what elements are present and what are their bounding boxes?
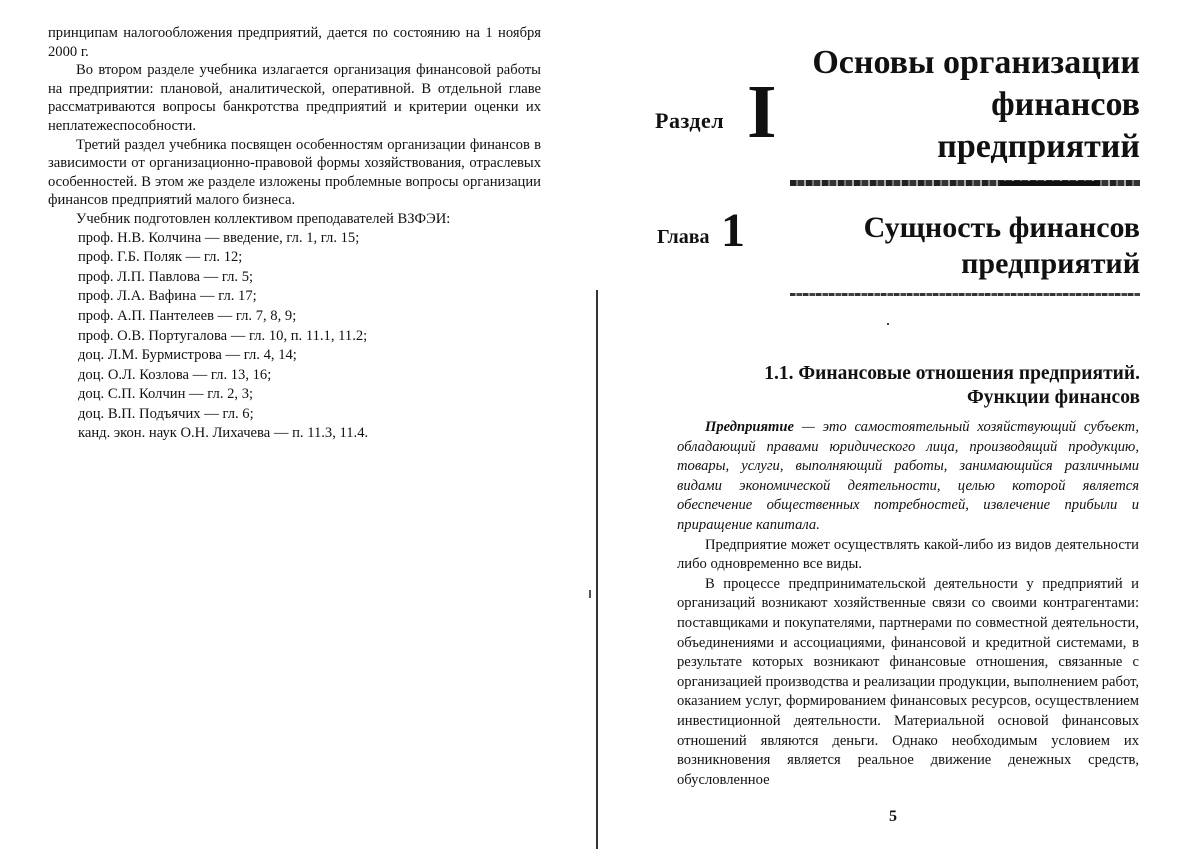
chapter-title: Сущность финансов предприятий xyxy=(863,211,1140,280)
paragraph: Третий раздел учебника посвящен особенностям организации финансов в зависимости от организационно-правовой формы хозяйствования, отраслевых особенностей. В этом же разделе изложены проблемные вопросы организации финансов предприятий малого бизнеса. xyxy=(48,136,541,209)
chapter-label: Глава xyxy=(657,226,710,248)
paragraph: В процессе предпринимательской деятельности у предприятий и организаций возникают хозяйственные связи со своими контрагентами: поставщиками и покупателями, партнерами по совместной деятельности, объединениями и ассоциациями, финансовой и кредитной системами, в результате которых возникают финансовые отношения, связанные с организацией производства и реализации продукции, выполнением работ, оказанием услуг, формированием финансовых ресурсов, осуществлением инвестиционной деятельности. Материальной основой финансовых отношений являются деньги. Однако необходимым условием их возникновения является реальное движение денежных средств, обусловленное xyxy=(677,575,1139,788)
definition-term: Предприятие xyxy=(705,419,794,435)
definition-paragraph xyxy=(677,418,1139,536)
right-page-text xyxy=(677,418,1139,790)
list-item: проф. Л.П. Павлова — гл. 5; xyxy=(78,268,254,285)
list-item: доц. В.П. Подъячих — гл. 6; xyxy=(78,405,254,422)
chapter-number: 1 xyxy=(721,204,745,257)
scan-artifact xyxy=(887,323,889,325)
authors-intro: Учебник подготовлен коллективом преподавателей ВЗФЭИ: xyxy=(76,210,451,227)
paragraph: Во втором разделе учебника излагается организация финансовой работы на предприятии: плановой, аналитической, оперативной. В отдельной главе рассматриваются вопросы банкротства предприятий и критерии оценки их неплатежеспособности. xyxy=(48,62,541,134)
section-title xyxy=(670,362,1140,410)
part-title: Основы организации финансов предприятий xyxy=(812,44,1140,165)
list-item: доц. С.П. Колчин — гл. 2, 3; xyxy=(78,386,254,403)
book-gutter xyxy=(596,290,598,849)
list-item: проф. Г.Б. Поляк — гл. 12; xyxy=(78,249,243,266)
list-item: доц. О.Л. Козлова — гл. 13, 16; xyxy=(78,366,272,383)
page-number: 5 xyxy=(889,808,897,825)
section-title-line: 1.1. Финансовые отношения предприятий. xyxy=(764,363,1140,384)
definition-text: — это самостоятельный хозяйствующий субъект, обладающий правами юридического лица, производящий продукцию, товары, услуги, выполняющий работы, занимающийся различными видами экономической деятельности, целью которой является обеспечение общественных потребностей, извлечение прибыли и приращение капитала. xyxy=(677,419,1139,533)
list-item: проф. Л.А. Вафина — гл. 17; xyxy=(78,288,257,305)
list-item: проф. О.В. Португалова — гл. 10, п. 11.1, 11.2; xyxy=(78,327,368,344)
right-page xyxy=(600,0,1200,849)
list-item: проф. А.П. Пантелеев — гл. 7, 8, 9; xyxy=(78,307,297,324)
part-label: Раздел xyxy=(655,108,725,133)
left-page-text xyxy=(48,24,541,444)
paragraph: Предприятие может осуществлять какой-либо из видов деятельности либо одновременно все виды. xyxy=(677,536,1139,573)
list-item: проф. Н.В. Колчина — введение, гл. 1, гл. 15; xyxy=(78,229,360,246)
list-item: доц. Л.М. Бурмистрова — гл. 4, 14; xyxy=(78,347,297,364)
authors-list xyxy=(48,229,541,445)
decorative-rule xyxy=(1000,181,1100,186)
part-number: I xyxy=(747,70,777,154)
decorative-rule xyxy=(790,293,1140,296)
section-title-line: Функции финансов xyxy=(967,387,1140,408)
paragraph: принципам налогообложения предприятий, дается по состоянию на 1 ноября 2000 г. xyxy=(48,25,541,60)
scan-artifact xyxy=(589,590,591,598)
list-item: канд. экон. наук О.Н. Лихачева — п. 11.3, 11.4. xyxy=(78,425,369,442)
